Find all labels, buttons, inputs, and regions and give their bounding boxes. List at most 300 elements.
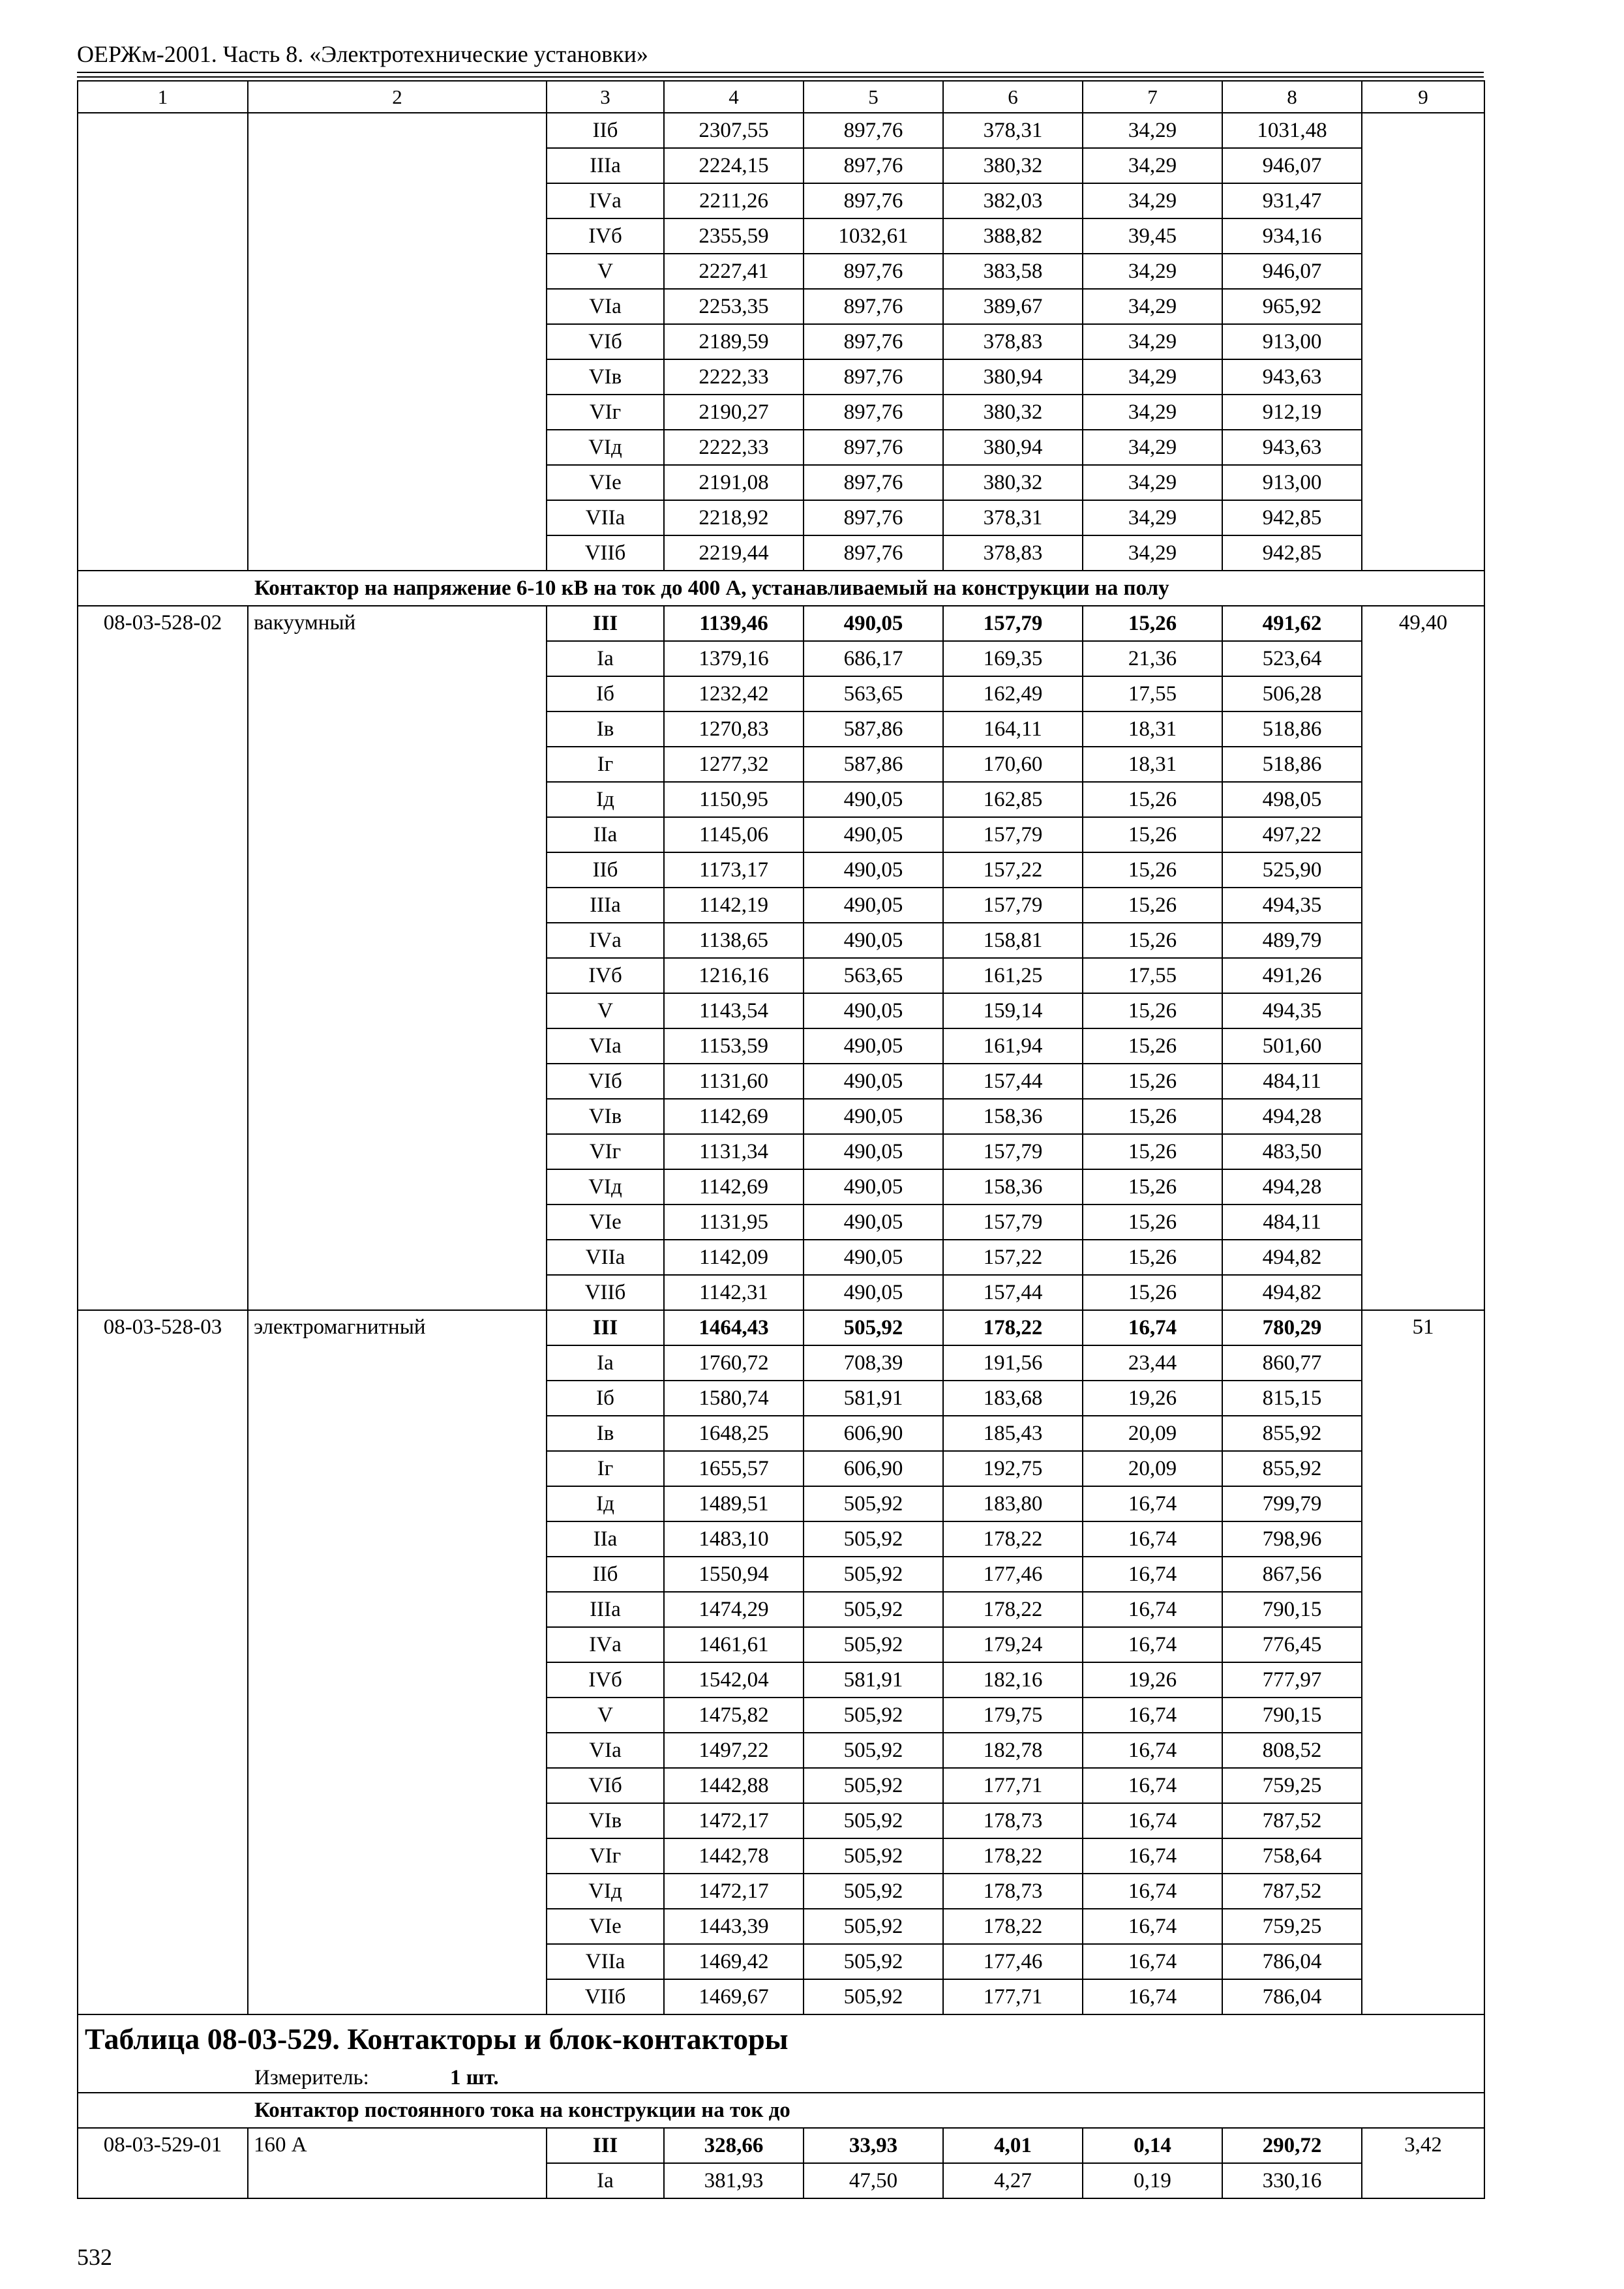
value-cell: 34,29 (1083, 324, 1222, 359)
col9-cell: 3,42 (1362, 2128, 1484, 2198)
value-cell: 1442,78 (664, 1838, 804, 1874)
value-cell: 490,05 (804, 1169, 943, 1204)
value-cell: 1648,25 (664, 1416, 804, 1451)
value-cell: 34,29 (1083, 430, 1222, 465)
value-cell: 177,71 (943, 1979, 1083, 2014)
value-cell: 1150,95 (664, 782, 804, 817)
zone-cell: VIг (547, 1838, 664, 1874)
value-cell: 523,64 (1222, 641, 1362, 676)
value-cell: 178,22 (943, 1909, 1083, 1944)
value-cell: 2355,59 (664, 218, 804, 254)
zone-cell: Iа (547, 641, 664, 676)
zone-cell: VIб (547, 1064, 664, 1099)
value-cell: 34,29 (1083, 535, 1222, 571)
value-cell: 15,26 (1083, 782, 1222, 817)
value-cell: 518,86 (1222, 711, 1362, 747)
value-cell: 2224,15 (664, 148, 804, 183)
value-cell: 798,96 (1222, 1521, 1362, 1557)
value-cell: 380,32 (943, 395, 1083, 430)
zone-cell: VIг (547, 1134, 664, 1169)
value-cell: 708,39 (804, 1345, 943, 1381)
value-cell: 799,79 (1222, 1486, 1362, 1521)
value-cell: 501,60 (1222, 1028, 1362, 1064)
value-cell: 15,26 (1083, 852, 1222, 888)
page-header-title: ОЕРЖм-2001. Часть 8. «Электротехнические установки» (77, 41, 648, 67)
column-number: 5 (804, 81, 943, 113)
value-cell: 2227,41 (664, 254, 804, 289)
value-cell: 1131,95 (664, 1204, 804, 1240)
value-cell: 15,26 (1083, 1064, 1222, 1099)
zone-cell: VIе (547, 1204, 664, 1240)
table-row (78, 2128, 1484, 2163)
value-cell: 177,46 (943, 1944, 1083, 1979)
zone-cell: VIб (547, 324, 664, 359)
value-cell: 965,92 (1222, 289, 1362, 324)
value-cell: 1153,59 (664, 1028, 804, 1064)
value-cell: 897,76 (804, 465, 943, 500)
value-cell: 942,85 (1222, 535, 1362, 571)
measure-row (78, 2063, 1484, 2093)
value-cell: 505,92 (804, 1838, 943, 1874)
value-cell: 15,26 (1083, 1028, 1222, 1064)
value-cell: 34,29 (1083, 113, 1222, 148)
value-cell: 1464,43 (664, 1310, 804, 1345)
value-cell: 17,55 (1083, 676, 1222, 711)
value-cell: 490,05 (804, 1134, 943, 1169)
value-cell: 157,79 (943, 1134, 1083, 1169)
value-cell: 1475,82 (664, 1698, 804, 1733)
value-cell: 943,63 (1222, 430, 1362, 465)
value-cell: 790,15 (1222, 1698, 1362, 1733)
value-cell: 183,80 (943, 1486, 1083, 1521)
value-cell: 491,62 (1222, 606, 1362, 641)
value-cell: 581,91 (804, 1381, 943, 1416)
value-cell: 157,44 (943, 1275, 1083, 1310)
value-cell: 19,26 (1083, 1381, 1222, 1416)
zone-cell: Iа (547, 1345, 664, 1381)
zone-cell: VIIб (547, 535, 664, 571)
value-cell: 490,05 (804, 923, 943, 958)
zone-cell: Iг (547, 1451, 664, 1486)
value-cell: 1142,69 (664, 1169, 804, 1204)
value-cell: 162,49 (943, 676, 1083, 711)
value-cell: 494,35 (1222, 993, 1362, 1028)
value-cell: 860,77 (1222, 1345, 1362, 1381)
value-cell: 21,36 (1083, 641, 1222, 676)
value-cell: 2219,44 (664, 535, 804, 571)
page-number: 532 (77, 2244, 112, 2270)
value-cell: 505,92 (804, 1803, 943, 1838)
zone-cell: IIа (547, 1521, 664, 1557)
value-cell: 931,47 (1222, 183, 1362, 218)
value-cell: 490,05 (804, 817, 943, 852)
value-cell: 1142,09 (664, 1240, 804, 1275)
section-heading (78, 2093, 1484, 2128)
value-cell: 1032,61 (804, 218, 943, 254)
value-cell: 780,29 (1222, 1310, 1362, 1345)
zone-cell: Iб (547, 1381, 664, 1416)
value-cell: 4,27 (943, 2163, 1083, 2198)
table-row (78, 113, 1484, 148)
value-cell: 1379,16 (664, 641, 804, 676)
value-cell: 505,92 (804, 1768, 943, 1803)
name-cell: электромагнитный (248, 1310, 547, 2014)
value-cell: 505,92 (804, 1521, 943, 1557)
value-cell: 1031,48 (1222, 113, 1362, 148)
column-number: 6 (943, 81, 1083, 113)
value-cell: 159,14 (943, 993, 1083, 1028)
value-cell: 383,58 (943, 254, 1083, 289)
value-cell: 867,56 (1222, 1557, 1362, 1592)
zone-cell: IVа (547, 183, 664, 218)
value-cell: 1216,16 (664, 958, 804, 993)
value-cell: 16,74 (1083, 1944, 1222, 1979)
value-cell: 505,92 (804, 1486, 943, 1521)
code-cell: 08-03-529-01 (78, 2128, 248, 2198)
value-cell: 777,97 (1222, 1662, 1362, 1698)
zone-cell: VIе (547, 465, 664, 500)
value-cell: 1550,94 (664, 1557, 804, 1592)
value-cell: 494,28 (1222, 1099, 1362, 1134)
value-cell: 15,26 (1083, 817, 1222, 852)
value-cell: 1472,17 (664, 1874, 804, 1909)
zone-cell: IIа (547, 817, 664, 852)
value-cell: 18,31 (1083, 711, 1222, 747)
value-cell: 16,74 (1083, 1310, 1222, 1345)
value-cell: 0,14 (1083, 2128, 1222, 2163)
value-cell: 39,45 (1083, 218, 1222, 254)
value-cell: 157,79 (943, 1204, 1083, 1240)
value-cell: 158,36 (943, 1099, 1083, 1134)
value-cell: 1443,39 (664, 1909, 804, 1944)
value-cell: 2222,33 (664, 359, 804, 395)
value-cell: 164,11 (943, 711, 1083, 747)
table-title: Таблица 08-03-529. Контакторы и блок-контакторы (78, 2014, 1484, 2063)
value-cell: 34,29 (1083, 183, 1222, 218)
zone-cell: VIб (547, 1768, 664, 1803)
zone-cell: IIб (547, 852, 664, 888)
table-title-row (78, 2014, 1484, 2063)
value-cell: 525,90 (1222, 852, 1362, 888)
value-cell: 808,52 (1222, 1733, 1362, 1768)
value-cell: 34,29 (1083, 465, 1222, 500)
value-cell: 16,74 (1083, 1979, 1222, 2014)
value-cell: 897,76 (804, 148, 943, 183)
value-cell: 34,29 (1083, 395, 1222, 430)
value-cell: 897,76 (804, 113, 943, 148)
value-cell: 1469,67 (664, 1979, 804, 2014)
value-cell: 16,74 (1083, 1521, 1222, 1557)
value-cell: 382,03 (943, 183, 1083, 218)
value-cell: 758,64 (1222, 1838, 1362, 1874)
value-cell: 4,01 (943, 2128, 1083, 2163)
value-cell: 483,50 (1222, 1134, 1362, 1169)
value-cell: 1145,06 (664, 817, 804, 852)
zone-cell: V (547, 254, 664, 289)
value-cell: 912,19 (1222, 395, 1362, 430)
zone-cell: VIг (547, 395, 664, 430)
value-cell: 381,93 (664, 2163, 804, 2198)
value-cell: 1270,83 (664, 711, 804, 747)
value-cell: 2189,59 (664, 324, 804, 359)
value-cell: 505,92 (804, 1310, 943, 1345)
value-cell: 0,19 (1083, 2163, 1222, 2198)
zone-cell: IIб (547, 1557, 664, 1592)
value-cell: 178,22 (943, 1592, 1083, 1627)
value-cell: 16,74 (1083, 1592, 1222, 1627)
code-cell (78, 113, 248, 571)
value-cell: 191,56 (943, 1345, 1083, 1381)
value-cell: 380,32 (943, 465, 1083, 500)
value-cell: 378,83 (943, 535, 1083, 571)
value-cell: 16,74 (1083, 1557, 1222, 1592)
value-cell: 16,74 (1083, 1698, 1222, 1733)
zone-cell: V (547, 993, 664, 1028)
zone-cell: III (547, 2128, 664, 2163)
value-cell: 380,94 (943, 359, 1083, 395)
value-cell: 1469,42 (664, 1944, 804, 1979)
value-cell: 15,26 (1083, 1169, 1222, 1204)
value-cell: 786,04 (1222, 1979, 1362, 2014)
zone-cell: IIIа (547, 148, 664, 183)
code-cell: 08-03-528-02 (78, 606, 248, 1310)
value-cell: 15,26 (1083, 1240, 1222, 1275)
value-cell: 2218,92 (664, 500, 804, 535)
value-cell: 170,60 (943, 747, 1083, 782)
zone-cell: VIIа (547, 1240, 664, 1275)
zone-cell: Iв (547, 711, 664, 747)
value-cell: 518,86 (1222, 747, 1362, 782)
value-cell: 686,17 (804, 641, 943, 676)
zone-cell: Iа (547, 2163, 664, 2198)
value-cell: 179,24 (943, 1627, 1083, 1662)
zone-cell: IVб (547, 218, 664, 254)
value-cell: 484,11 (1222, 1064, 1362, 1099)
value-cell: 1497,22 (664, 1733, 804, 1768)
value-cell: 490,05 (804, 852, 943, 888)
value-cell: 2191,08 (664, 465, 804, 500)
zone-cell: V (547, 1698, 664, 1733)
value-cell: 17,55 (1083, 958, 1222, 993)
value-cell: 183,68 (943, 1381, 1083, 1416)
value-cell: 855,92 (1222, 1416, 1362, 1451)
value-cell: 158,36 (943, 1169, 1083, 1204)
column-number: 2 (248, 81, 547, 113)
value-cell: 489,79 (1222, 923, 1362, 958)
rates-table (77, 80, 1485, 2199)
value-cell: 19,26 (1083, 1662, 1222, 1698)
value-cell: 494,28 (1222, 1169, 1362, 1204)
value-cell: 505,92 (804, 1592, 943, 1627)
value-cell: 897,76 (804, 254, 943, 289)
value-cell: 16,74 (1083, 1627, 1222, 1662)
value-cell: 581,91 (804, 1662, 943, 1698)
value-cell: 23,44 (1083, 1345, 1222, 1381)
value-cell: 15,26 (1083, 1099, 1222, 1134)
value-cell: 16,74 (1083, 1733, 1222, 1768)
value-cell: 161,25 (943, 958, 1083, 993)
value-cell: 897,76 (804, 395, 943, 430)
value-cell: 1131,60 (664, 1064, 804, 1099)
value-cell: 1232,42 (664, 676, 804, 711)
value-cell: 177,46 (943, 1557, 1083, 1592)
header-rule (77, 76, 1484, 78)
value-cell: 157,44 (943, 1064, 1083, 1099)
value-cell: 1277,32 (664, 747, 804, 782)
zone-cell: IIIа (547, 888, 664, 923)
value-cell: 1138,65 (664, 923, 804, 958)
col9-cell: 49,40 (1362, 606, 1484, 1310)
value-cell: 18,31 (1083, 747, 1222, 782)
value-cell: 330,16 (1222, 2163, 1362, 2198)
zone-cell: IVб (547, 958, 664, 993)
value-cell: 494,82 (1222, 1275, 1362, 1310)
zone-cell: Iб (547, 676, 664, 711)
zone-cell: VIа (547, 289, 664, 324)
value-cell: 178,22 (943, 1310, 1083, 1345)
value-cell: 942,85 (1222, 500, 1362, 535)
value-cell: 182,78 (943, 1733, 1083, 1768)
name-cell (248, 113, 547, 571)
value-cell: 169,35 (943, 641, 1083, 676)
value-cell: 192,75 (943, 1451, 1083, 1486)
value-cell: 328,66 (664, 2128, 804, 2163)
value-cell: 1173,17 (664, 852, 804, 888)
value-cell: 490,05 (804, 993, 943, 1028)
value-cell: 490,05 (804, 1064, 943, 1099)
value-cell: 157,22 (943, 1240, 1083, 1275)
value-cell: 15,26 (1083, 993, 1222, 1028)
value-cell: 490,05 (804, 1204, 943, 1240)
section-heading-title: Контактор на напряжение 6-10 кВ на ток до 400 А, устанавливаемый на конструкции на полу (78, 571, 1484, 606)
value-cell: 179,75 (943, 1698, 1083, 1733)
zone-cell: VIа (547, 1028, 664, 1064)
value-cell: 1542,04 (664, 1662, 804, 1698)
value-cell: 380,32 (943, 148, 1083, 183)
column-number: 9 (1362, 81, 1484, 113)
value-cell: 178,22 (943, 1521, 1083, 1557)
value-cell: 897,76 (804, 359, 943, 395)
value-cell: 505,92 (804, 1733, 943, 1768)
value-cell: 490,05 (804, 606, 943, 641)
zone-cell: IVб (547, 1662, 664, 1698)
measure-label: Измеритель: (254, 2066, 369, 2089)
value-cell: 157,22 (943, 852, 1083, 888)
value-cell: 33,93 (804, 2128, 943, 2163)
value-cell: 1483,10 (664, 1521, 804, 1557)
column-number: 3 (547, 81, 664, 113)
value-cell: 1131,34 (664, 1134, 804, 1169)
zone-cell: VIв (547, 1803, 664, 1838)
value-cell: 497,22 (1222, 817, 1362, 852)
value-cell: 897,76 (804, 430, 943, 465)
value-cell: 505,92 (804, 1698, 943, 1733)
measure-cell (78, 2063, 1484, 2093)
col9-cell: 51 (1362, 1310, 1484, 2014)
zone-cell: IVа (547, 1627, 664, 1662)
value-cell: 897,76 (804, 289, 943, 324)
zone-cell: Iв (547, 1416, 664, 1451)
value-cell: 182,16 (943, 1662, 1083, 1698)
table-row (78, 1310, 1484, 1345)
value-cell: 934,16 (1222, 218, 1362, 254)
value-cell: 790,15 (1222, 1592, 1362, 1627)
column-number-row (78, 81, 1484, 113)
value-cell: 388,82 (943, 218, 1083, 254)
value-cell: 1474,29 (664, 1592, 804, 1627)
value-cell: 34,29 (1083, 148, 1222, 183)
value-cell: 157,79 (943, 817, 1083, 852)
zone-cell: IIб (547, 113, 664, 148)
value-cell: 759,25 (1222, 1909, 1362, 1944)
value-cell: 20,09 (1083, 1416, 1222, 1451)
value-cell: 505,92 (804, 1909, 943, 1944)
value-cell: 494,35 (1222, 888, 1362, 923)
zone-cell: III (547, 1310, 664, 1345)
value-cell: 1142,31 (664, 1275, 804, 1310)
value-cell: 178,22 (943, 1838, 1083, 1874)
value-cell: 897,76 (804, 500, 943, 535)
zone-cell: VIIб (547, 1979, 664, 2014)
value-cell: 786,04 (1222, 1944, 1362, 1979)
value-cell: 16,74 (1083, 1909, 1222, 1944)
zone-cell: VIIб (547, 1275, 664, 1310)
name-cell: вакуумный (248, 606, 547, 1310)
value-cell: 505,92 (804, 1557, 943, 1592)
value-cell: 34,29 (1083, 254, 1222, 289)
column-number: 8 (1222, 81, 1362, 113)
value-cell: 1472,17 (664, 1803, 804, 1838)
zone-cell: VIд (547, 1874, 664, 1909)
value-cell: 2222,33 (664, 430, 804, 465)
value-cell: 855,92 (1222, 1451, 1362, 1486)
code-cell: 08-03-528-03 (78, 1310, 248, 2014)
value-cell: 2190,27 (664, 395, 804, 430)
section-heading (78, 571, 1484, 606)
zone-cell: VIIа (547, 500, 664, 535)
name-cell: 160 А (248, 2128, 547, 2198)
value-cell: 378,31 (943, 500, 1083, 535)
value-cell: 15,26 (1083, 1275, 1222, 1310)
value-cell: 380,94 (943, 430, 1083, 465)
value-cell: 505,92 (804, 1979, 943, 2014)
value-cell: 1142,19 (664, 888, 804, 923)
value-cell: 946,07 (1222, 254, 1362, 289)
value-cell: 587,86 (804, 711, 943, 747)
value-cell: 787,52 (1222, 1874, 1362, 1909)
value-cell: 490,05 (804, 782, 943, 817)
value-cell: 389,67 (943, 289, 1083, 324)
value-cell: 15,26 (1083, 1134, 1222, 1169)
value-cell: 484,11 (1222, 1204, 1362, 1240)
value-cell: 16,74 (1083, 1838, 1222, 1874)
value-cell: 897,76 (804, 535, 943, 571)
value-cell: 177,71 (943, 1768, 1083, 1803)
value-cell: 1655,57 (664, 1451, 804, 1486)
value-cell: 2307,55 (664, 113, 804, 148)
value-cell: 34,29 (1083, 289, 1222, 324)
zone-cell: VIд (547, 1169, 664, 1204)
value-cell: 563,65 (804, 676, 943, 711)
value-cell: 1442,88 (664, 1768, 804, 1803)
value-cell: 815,15 (1222, 1381, 1362, 1416)
value-cell: 587,86 (804, 747, 943, 782)
value-cell: 491,26 (1222, 958, 1362, 993)
zone-cell: VIе (547, 1909, 664, 1944)
value-cell: 897,76 (804, 183, 943, 218)
column-number: 4 (664, 81, 804, 113)
value-cell: 490,05 (804, 1275, 943, 1310)
